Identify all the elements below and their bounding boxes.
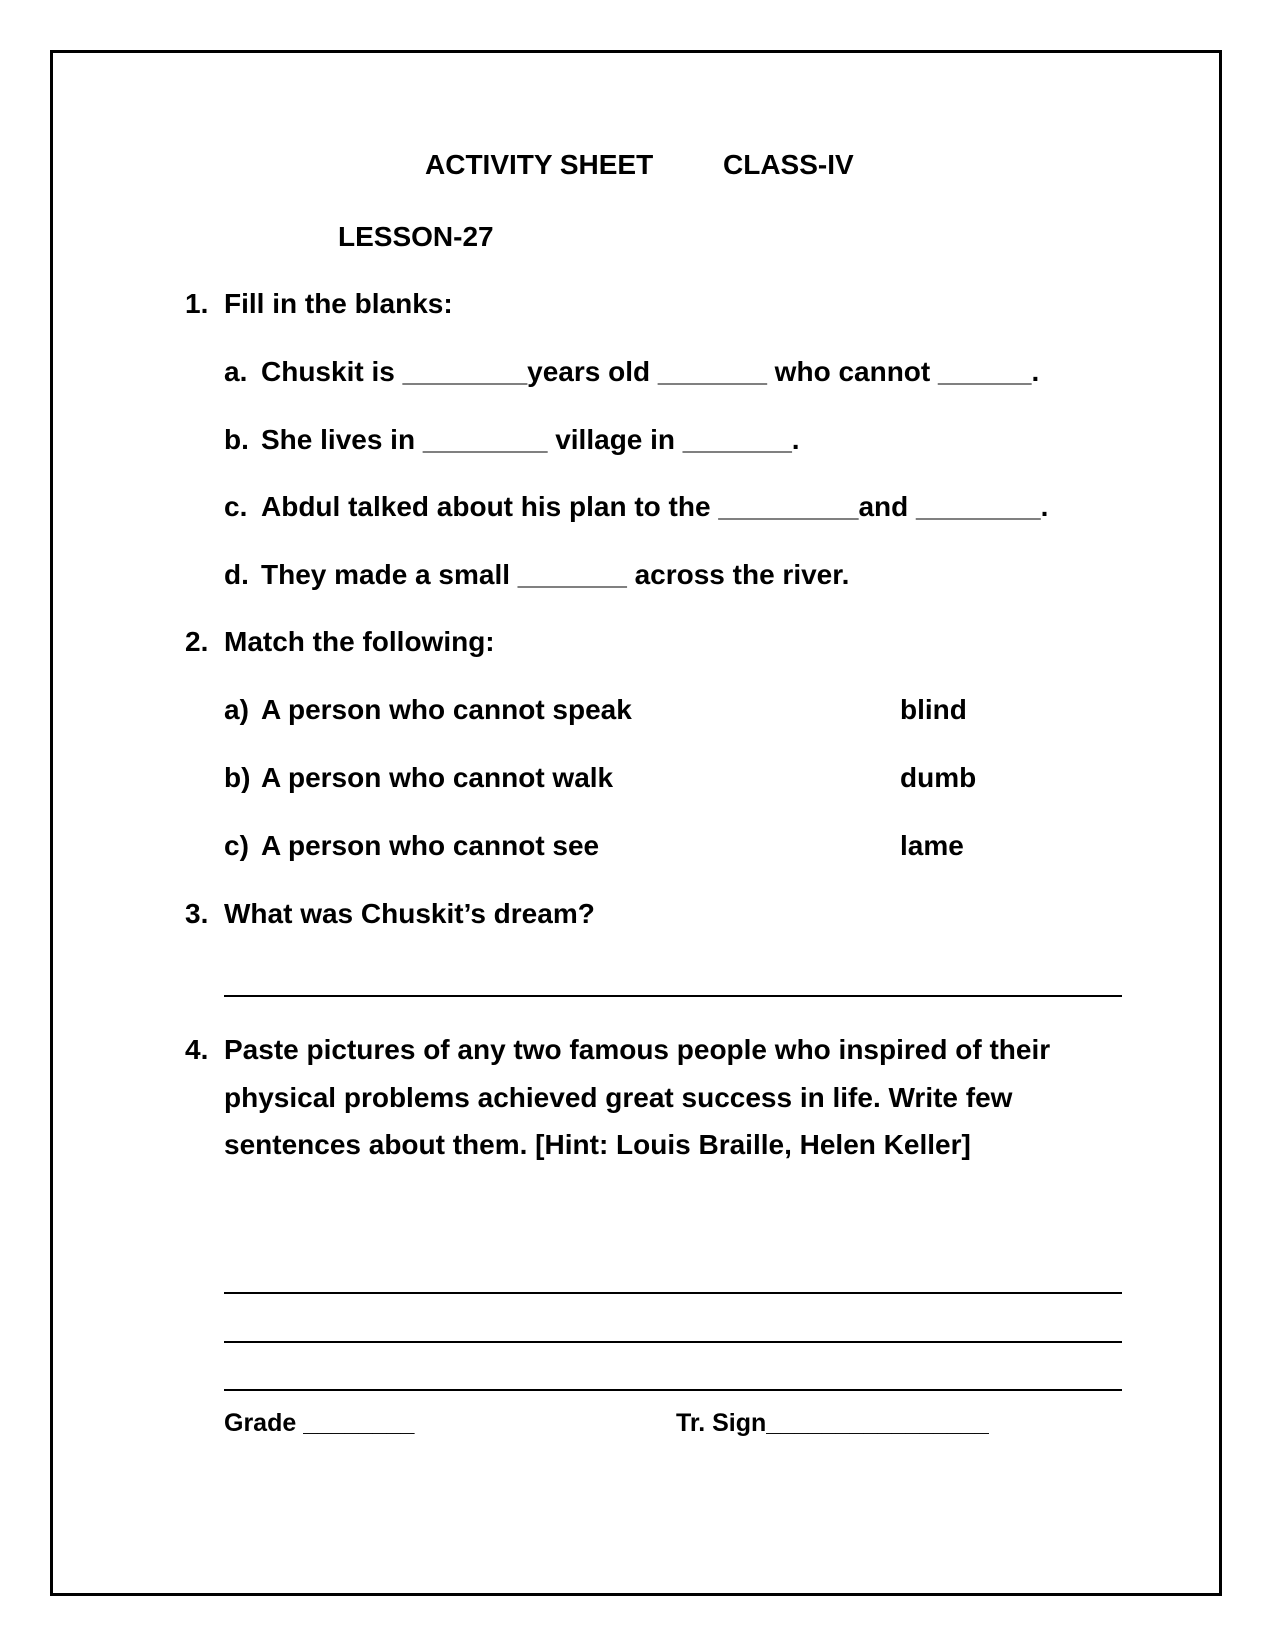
- q1-item-c-text: Abdul talked about his plan to the _________and ________.: [261, 491, 1049, 522]
- q4-number: 4.: [185, 1034, 209, 1065]
- q1-heading: Fill in the blanks:: [224, 288, 453, 319]
- q2-item-b-marker: b): [224, 762, 251, 793]
- teacher-sign-field: Tr. Sign________________: [676, 1409, 989, 1437]
- q1-item-d-marker: d.: [224, 559, 249, 590]
- q3-question: What was Chuskit’s dream?: [224, 898, 595, 929]
- q4-answer-line-1: [224, 1292, 1122, 1294]
- q2-item-c-marker: c): [224, 830, 249, 861]
- q1-item-b-marker: b.: [224, 424, 249, 455]
- q4-line-2: physical problems achieved great success in life. Write few: [224, 1082, 1013, 1113]
- q2-item-c-left: A person who cannot see: [261, 830, 600, 861]
- q3-number: 3.: [185, 898, 209, 929]
- lesson-label: LESSON-27: [338, 221, 494, 252]
- q2-number: 2.: [185, 626, 209, 657]
- q2-item-b-left: A person who cannot walk: [261, 762, 614, 793]
- q4-line-1: Paste pictures of any two famous people who inspired of their: [224, 1034, 1051, 1065]
- q2-item-a-right: blind: [900, 694, 967, 725]
- q2-heading: Match the following:: [224, 626, 495, 657]
- q1-item-c-marker: c.: [224, 491, 248, 522]
- page-border: [50, 50, 1222, 1596]
- q1-item-a-text: Chuskit is ________years old _______ who cannot ______.: [261, 356, 1040, 387]
- q3-answer-line: [224, 995, 1122, 997]
- q1-item-d-text: They made a small _______ across the river.: [261, 559, 850, 590]
- q2-item-c-right: lame: [900, 830, 964, 861]
- q2-item-a-left: A person who cannot speak: [261, 694, 632, 725]
- q4-answer-line-3: [224, 1389, 1122, 1391]
- grade-field: Grade ________: [224, 1409, 415, 1437]
- sheet-title: ACTIVITY SHEET: [425, 149, 654, 180]
- q1-item-a-marker: a.: [224, 356, 248, 387]
- q4-answer-line-2: [224, 1341, 1122, 1343]
- q1-item-b-text: She lives in ________ village in _______.: [261, 424, 800, 455]
- class-label: CLASS-IV: [723, 149, 854, 180]
- q2-item-a-marker: a): [224, 694, 249, 725]
- q1-number: 1.: [185, 288, 209, 319]
- q2-item-b-right: dumb: [900, 762, 977, 793]
- q4-line-3: sentences about them. [Hint: Louis Braille, Helen Keller]: [224, 1129, 971, 1160]
